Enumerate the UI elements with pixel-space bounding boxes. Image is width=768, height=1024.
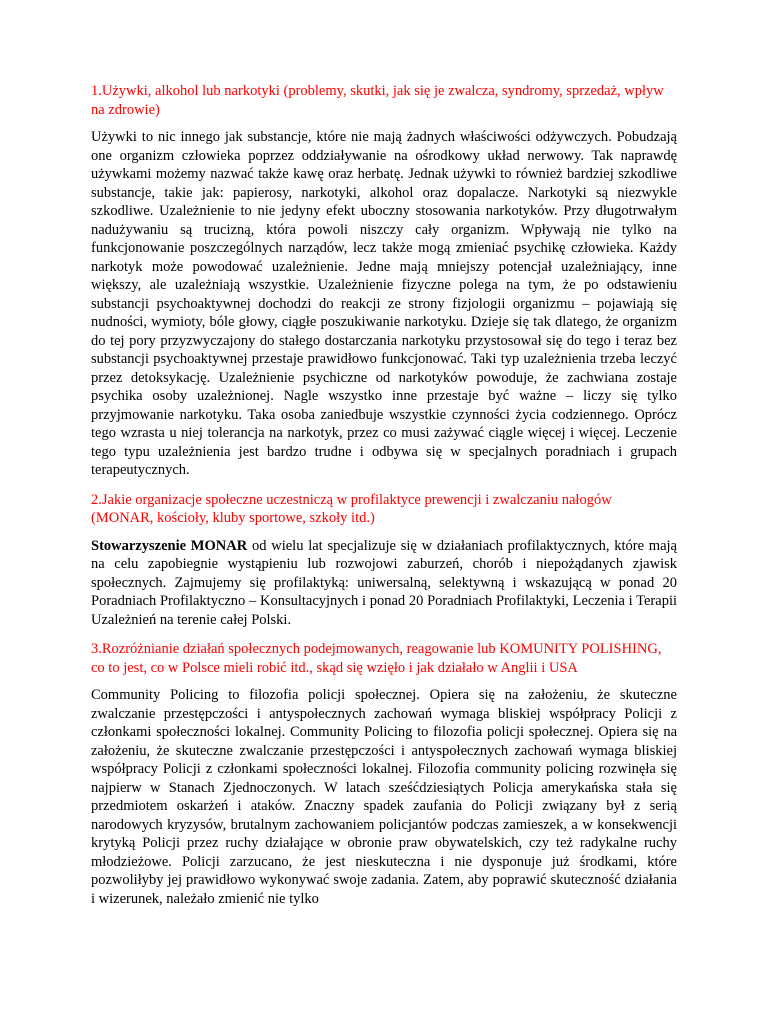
section-3-body: Community Policing to filozofia policji społecznej. Opiera się na założeniu, że skuteczne zwalczanie przestępczości i antyspołecznych zachowań wymaga bliskiej współpracy Policji z członkami społeczności lokalnej. Community Policing to filozofia policji społecznej. Opiera się na założeniu, że skuteczne zwalczanie przestępczości i antyspołecznych zachowań wymaga bliskiej współpracy Policji z członkami społeczności lokalnej. Filozofia community policing rozwinęła się najpierw w Stanach Zjednoczonych. W latach sześćdziesiątych Policja amerykańska stała się przedmiotem oskarżeń i ataków. Znaczny spadek zaufania do Policji związany był z serią narodowych kryzysów, brutalnym zachowaniem policjantów podczas zamieszek, a w konsekwencji krytyką Policji przez ruchy działające w obronie praw obywatelskich, czy też radykalne ruchy młodzieżowe. Policji zarzucano, że jest nieskuteczna i nie dysponuje już środkami, które pozwoliłyby jej prawidłowo wykonywać swoje zadania. Zatem, aby poprawić skuteczność działania i wizerunek, należało zmienić nie tylko xyxy=(91,687,677,907)
section-1-heading: 1.Używki, alkohol lub narkotyki (problemy, skutki, jak się je zwalcza, syndromy, sprzedaż, wpływ na zdrowie) xyxy=(91,83,664,118)
section-2-heading: 2.Jakie organizacje społeczne uczestniczą w profilaktyce prewencji i zwalczaniu nałogów (MONAR, kościoły, kluby sportowe, szkoły itd.) xyxy=(91,491,612,526)
section-2-body-text: od wielu lat specjalizuje się w działaniach profilaktycznych, które mają na celu zapobiegnie wystąpieniu lub rozwojowi zaburzeń, chorób i niepożądanych zjawisk społecznych. Zajmujemy się profilaktyką: uniwersalną, selektywną i wskazującą w ponad 20 Poradniach Profilaktyczno – Konsultacyjnych i ponad 20 Poradniach Profilaktyki, Leczenia i Terapii Uzależnień na terenie całej Polski. xyxy=(91,537,677,628)
section-2-body xyxy=(91,537,677,630)
section-3-heading: 3.Rozróżnianie działań społecznych podejmowanych, reagowanie lub KOMUNITY POLISHING, co to jest, co w Polsce mieli robić itd., skąd się wzięło i jak działało w Anglii i USA xyxy=(91,641,662,676)
section-1-body: Używki to nic innego jak substancje, które nie mają żadnych właściwości odżywczych. Pobudzają one organizm człowieka poprzez oddziaływanie na ośrodkowy układ nerwowy. Tak naprawdę używkami możemy nazwać także kawę oraz herbatę. Jednak używki to również bardziej szkodliwe substancje, takie jak: papierosy, narkotyki, alkohol oraz dopalacze. Narkotyki są niezwykle szkodliwe. Uzależnienie to nie jedyny efekt uboczny stosowania narkotyków. Przy długotrwałym nadużywaniu są trucizną, która powoli niszczy cały organizm. Wpływają nie tylko na funkcjonowanie poszczególnych narządów, lecz także mogą zmieniać psychikę człowieka. Każdy narkotyk może powodować uzależnienie. Jedne mają mniejszy potencjał uzależniający, inne większy, ale uzależniają wszystkie. Uzależnienie fizyczne polega na tym, że po odstawieniu substancji psychoaktywnej dochodzi do reakcji ze strony fizjologii organizmu – pojawiają się nudności, wymioty, bóle głowy, ciągłe poszukiwanie narkotyku. Dzieje się tak dlatego, że organizm do tej pory przyzwyczajony do stałego dostarczania narkotyku przystosował się do tego i teraz bez substancji psychoaktywnej przestaje prawidłowo funkcjonować. Taki typ uzależnienia trzeba leczyć przez detoksykację. Uzależnienie psychiczne od narkotyków powoduje, że zachwiana zostaje psychika osoby uzależnionej. Nagle wszystko inne przestaje być ważne – liczy się tylko przyjmowanie narkotyku. Taka osoba zaniedbuje wszystkie czynności życia codziennego. Oprócz tego wzrasta u niej tolerancja na narkotyk, przez co musi zażywać ciągle więcej i więcej. Leczenie tego typu uzależnienia jest bardzo trudne i odbywa się w specjalnych poradniach i grupach terapeutycznych. xyxy=(91,129,677,478)
monar-bold-lead: Stowarzyszenie MONAR xyxy=(91,537,248,554)
document-page xyxy=(91,82,677,919)
